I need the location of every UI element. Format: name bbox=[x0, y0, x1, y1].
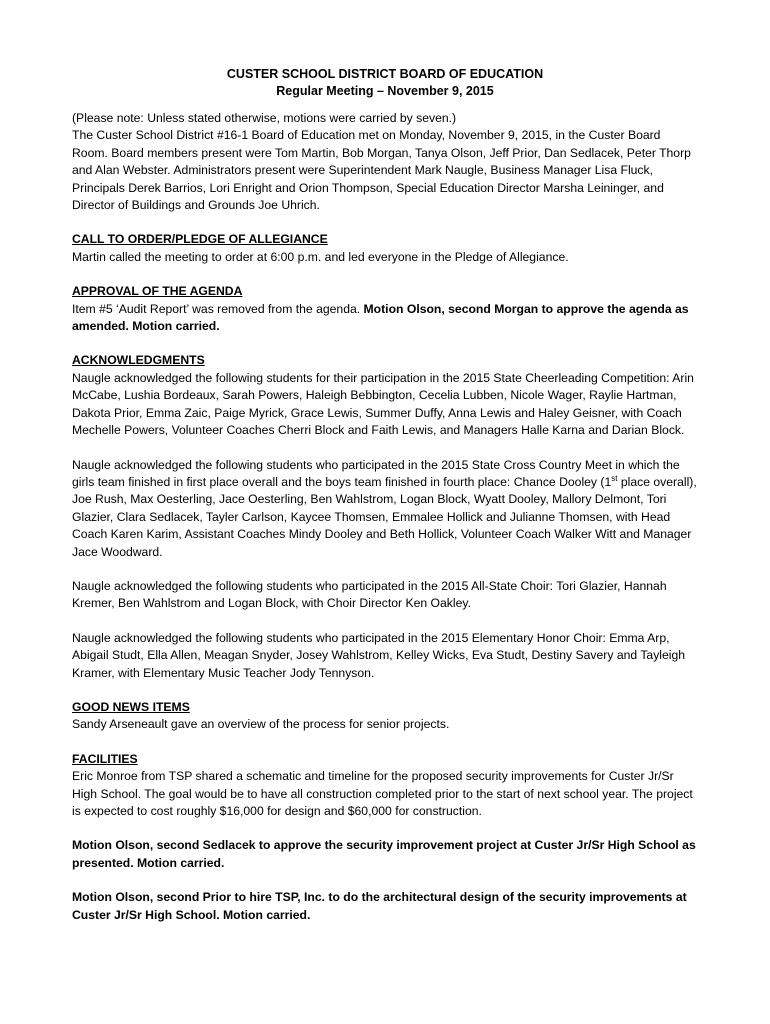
document-title: CUSTER SCHOOL DISTRICT BOARD OF EDUCATION bbox=[226, 67, 544, 81]
agenda-motion: Motion Olson, second Morgan to approve the agenda as amended. Motion carried. bbox=[72, 301, 689, 334]
section-heading-agenda: APPROVAL OF THE AGENDA bbox=[72, 284, 243, 299]
document-body bbox=[72, 110, 698, 924]
acknowledgments-cheerleading: Naugle acknowledged the following students for their participation in the 2015 State Cheerleading Competition: Arin McCabe, Lushia Bordeaux, Sarah Powers, Haleigh Bebbington, Cecelia Lubben, Nicole Wager, Raylie Hartman, Dakota Prior, Emma Zaic, Paige Myrick, Grace Lewis, Summer Duffy, Anna Lewis and Haley Geisner, with Coach Mechelle Powers, Volunteer Coaches Cherri Block and Faith Lewis, and Managers Halle Karna and Darian Block. bbox=[72, 370, 694, 438]
facilities-motion-1: Motion Olson, second Sedlacek to approve the security improvement project at Custer Jr/Sr High School as presented. Motion carried. bbox=[72, 838, 696, 870]
ordinal-suffix: st bbox=[611, 473, 618, 483]
section-heading-acknowledgments: ACKNOWLEDGMENTS bbox=[72, 353, 205, 368]
good-news-paragraph: Sandy Arseneault gave an overview of the process for senior projects. bbox=[72, 717, 450, 732]
agenda-paragraph bbox=[72, 301, 698, 336]
intro-note: (Please note: Unless stated otherwise, motions were carried by seven.) bbox=[72, 111, 457, 125]
section-heading-good-news: GOOD NEWS ITEMS bbox=[72, 699, 190, 714]
section-heading-facilities: FACILITIES bbox=[72, 751, 138, 766]
facilities-motion-2: Motion Olson, second Prior to hire TSP, Inc. to do the architectural design of the security improvements at Custer Jr/Sr High School. Motion carried. bbox=[72, 890, 687, 922]
document-subtitle: Regular Meeting – November 9, 2015 bbox=[276, 84, 494, 98]
call-to-order-paragraph: Martin called the meeting to order at 6:00 p.m. and led everyone in the Pledge of Allegiance. bbox=[72, 249, 569, 264]
agenda-text: Item #5 ‘Audit Report’ was removed from the agenda. bbox=[72, 301, 364, 316]
section-heading-call-to-order: CALL TO ORDER/PLEDGE OF ALLEGIANCE bbox=[72, 232, 328, 247]
acknowledgments-honor-choir: Naugle acknowledged the following students who participated in the 2015 Elementary Honor Choir: Emma Arp, Abigail Studt, Ella Allen, Meagan Snyder, Josey Wahlstrom, Kelley Wicks, Eva Studt, Destiny Savery and Tayleigh Kramer, with Elementary Music Teacher Jody Tennyson. bbox=[72, 630, 686, 680]
facilities-paragraph: Eric Monroe from TSP shared a schematic and timeline for the proposed security improvements for Custer Jr/Sr High School. The goal would be to have all construction completed prior to the start of next school year. The project is expected to cost roughly $16,000 for design and $60,000 for construction. bbox=[72, 769, 693, 818]
cross-country-text-a: Naugle acknowledged the following students who participated in the 2015 State Cross Country Meet in which the girls team finished in first place overall and the boys team finished in fourth place: Chance Dooley (1 bbox=[72, 457, 680, 489]
acknowledgments-all-state-choir: Naugle acknowledged the following students who participated in the 2015 All-State Choir: Tori Glazier, Hannah Kremer, Ben Wahlstrom and Logan Block, with Choir Director Ken Oakley. bbox=[72, 578, 667, 611]
intro-paragraph: The Custer School District #16-1 Board of Education met on Monday, November 9, 2015, in the Custer Board Room. Board members present were Tom Martin, Bob Morgan, Tanya Olson, Jeff Prior, Dan Sedlacek, Peter Thorp and Alan Webster. Administrators present were Superintendent Mark Naugle, Business Manager Lisa Fluck, Principals Derek Barrios, Lori Enright and Orion Thompson, Special Education Director Marsha Leininger, and Director of Buildings and Grounds Joe Uhrich. bbox=[72, 128, 691, 213]
acknowledgments-cross-country bbox=[72, 457, 698, 561]
cross-country-text-b: place overall), Joe Rush, Max Oesterling, Jace Oesterling, Ben Wahlstrom, Logan Block, Wyatt Dooley, Mallory Delmont, Tori Glazier, Clara Sedlacek, Tayler Carlson, Kaycee Thomsen, Emmalee Hollick and Julianne Thomsen, with Head Coach Karen Karim, Assistant Coaches Mindy Dooley and Beth Hollick, Volunteer Coach Walker Witt and Manager Jace Woodward. bbox=[72, 474, 697, 559]
